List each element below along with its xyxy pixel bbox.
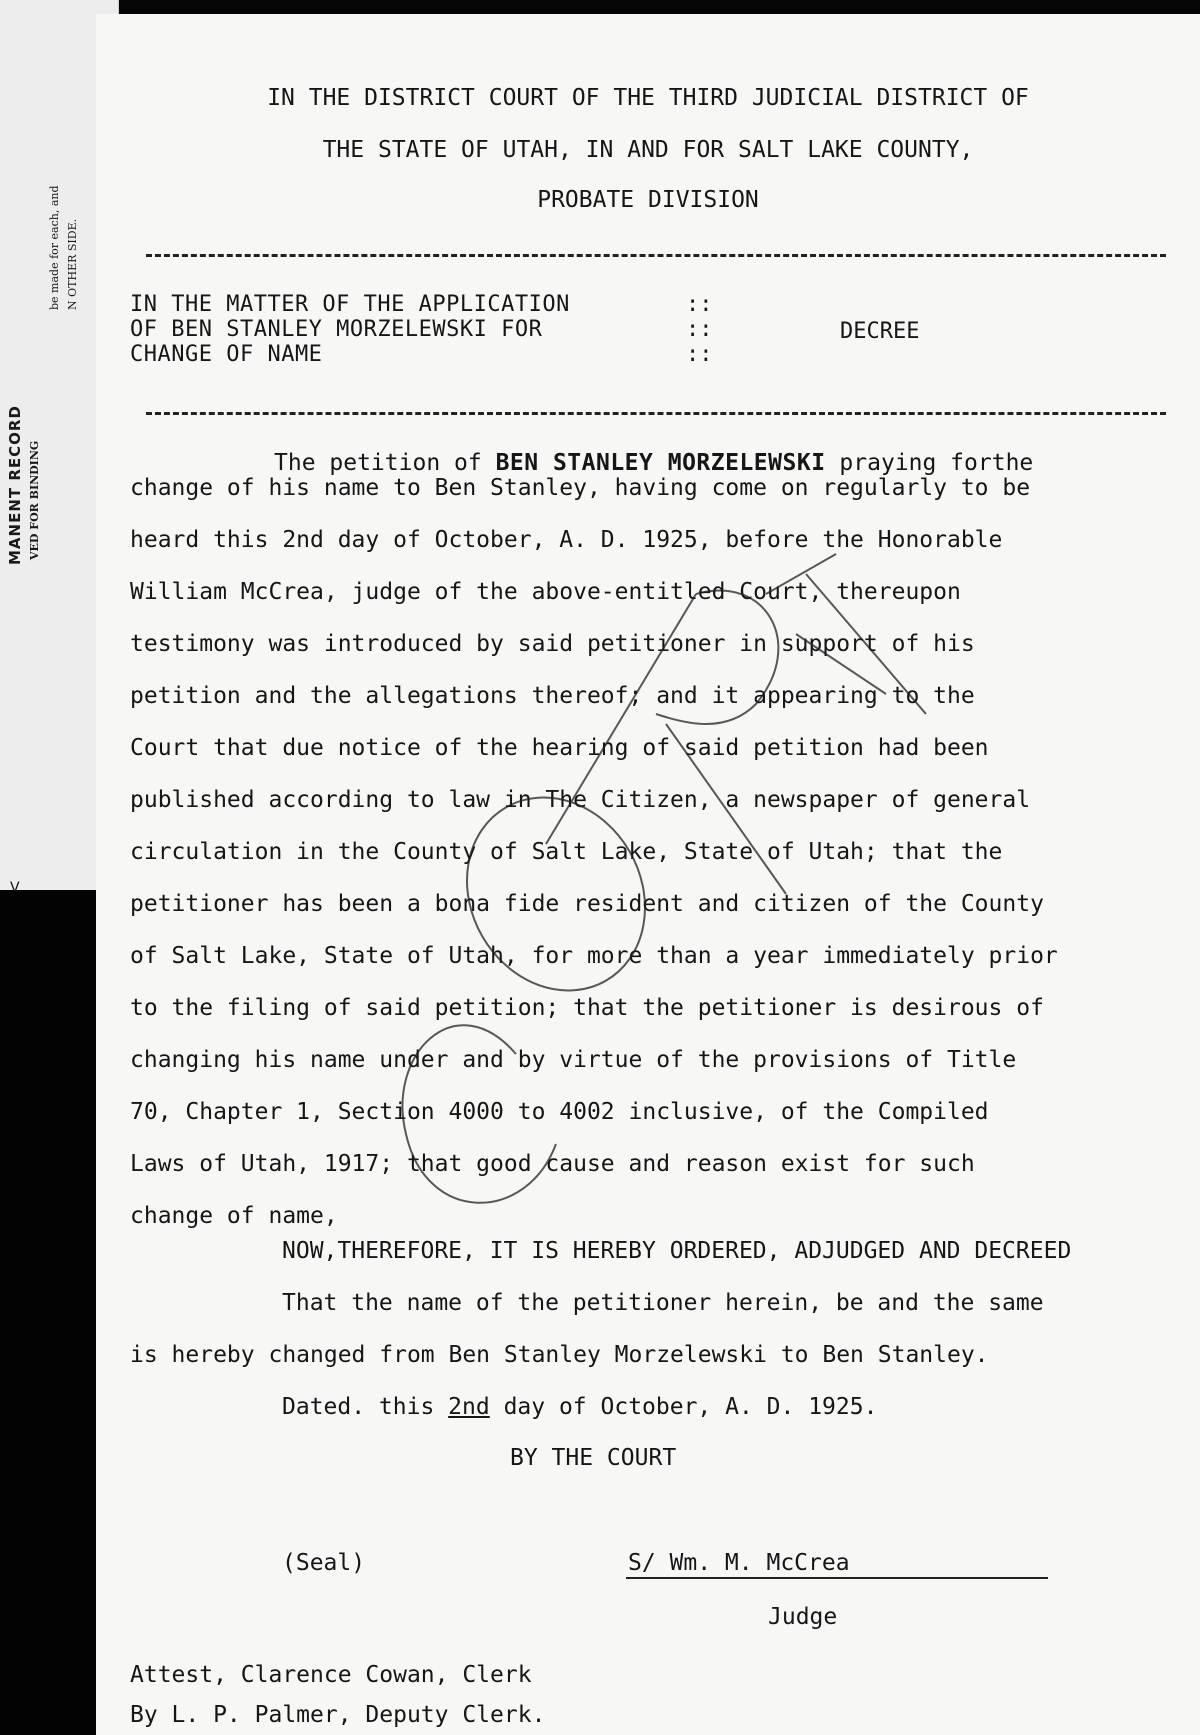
scan-top-border (0, 0, 1200, 14)
caption-separator: :: (686, 317, 713, 342)
dated-suffix: day of October, A. D. 1925. (489, 1394, 878, 1420)
judge-signature: S/ Wm. M. McCrea (628, 1550, 850, 1576)
margin-record-heading: MANENT RECORD (6, 405, 24, 565)
case-caption-line2: OF BEN STANLEY MORZELEWSKI FOR (130, 317, 543, 342)
body-line: of Salt Lake, State of Utah, for more than a year immediately prior (130, 943, 1058, 969)
body-line: circulation in the County of Salt Lake, State of Utah; that the (130, 839, 1003, 865)
body-first-line (274, 449, 1033, 477)
attest-clerk: Attest, Clarence Cowan, Clerk (130, 1662, 532, 1688)
body-line: Laws of Utah, 1917; that good cause and reason exist for such (130, 1151, 975, 1177)
margin-corner-mark: V (10, 880, 20, 896)
body-line: published according to law in The Citizen, a newspaper of general (130, 787, 1031, 813)
body-intro-text: The petition of (274, 450, 496, 476)
document-title: DECREE (840, 319, 920, 344)
signature-line (626, 1577, 1048, 1579)
caption-separator: :: (686, 292, 713, 317)
case-caption-line1: IN THE MATTER OF THE APPLICATION (130, 292, 570, 317)
judge-title: Judge (768, 1604, 838, 1630)
body-line: 70, Chapter 1, Section 4000 to 4002 inclusive, of the Compiled (130, 1099, 989, 1125)
decree-ruling-line1: That the name of the petitioner herein, be and the same (282, 1290, 1044, 1316)
dated-prefix: Dated. this (282, 1394, 449, 1420)
court-heading-line1: IN THE DISTRICT COURT OF THE THIRD JUDICIAL DISTRICT OF (267, 85, 1029, 111)
decree-page (96, 14, 1200, 1735)
body-line: Court that due notice of the hearing of said petition had been (130, 735, 989, 761)
dashed-divider (146, 412, 1166, 415)
margin-note: be made for each, and (48, 185, 61, 310)
body-line: William McCrea, judge of the above-entitled Court, thereupon (130, 579, 961, 605)
body-line: changing his name under and by virtue of the provisions of Title (130, 1047, 1017, 1073)
petitioner-name: BEN STANLEY MORZELEWSKI (495, 450, 826, 476)
dated-line (282, 1393, 877, 1421)
attest-deputy-clerk: By L. P. Palmer, Deputy Clerk. (130, 1702, 546, 1728)
dashed-divider (146, 254, 1166, 257)
seal-label: (Seal) (282, 1550, 366, 1576)
decree-order: NOW,THEREFORE, IT IS HEREBY ORDERED, ADJUDGED AND DECREED (282, 1238, 1072, 1264)
body-line: to the filing of said petition; that the petitioner is desirous of (130, 995, 1044, 1021)
body-line: change of name, (130, 1203, 338, 1229)
margin-binding-note: VED FOR BINDING (28, 440, 41, 560)
body-line: heard this 2nd day of October, A. D. 1925, before the Honorable (130, 527, 1003, 553)
dated-day: 2nd (448, 1394, 490, 1420)
body-line: change of his name to Ben Stanley, having come on regularly to be (130, 475, 1031, 501)
court-heading-division: PROBATE DIVISION (537, 187, 759, 213)
case-caption-line3: CHANGE OF NAME (130, 342, 323, 367)
body-intro-rest: praying forthe (825, 450, 1034, 476)
by-the-court: BY THE COURT (510, 1445, 677, 1471)
court-heading-line2: THE STATE OF UTAH, IN AND FOR SALT LAKE COUNTY, (322, 137, 974, 163)
body-line: petition and the allegations thereof; and it appearing to the (130, 683, 975, 709)
decree-ruling-line2: is hereby changed from Ben Stanley Morzelewski to Ben Stanley. (130, 1342, 989, 1368)
caption-separator: :: (686, 342, 713, 367)
body-line: petitioner has been a bona fide resident and citizen of the County (130, 891, 1044, 917)
body-line: testimony was introduced by said petitioner in support of his (130, 631, 975, 657)
margin-note: N OTHER SIDE. (66, 218, 79, 310)
